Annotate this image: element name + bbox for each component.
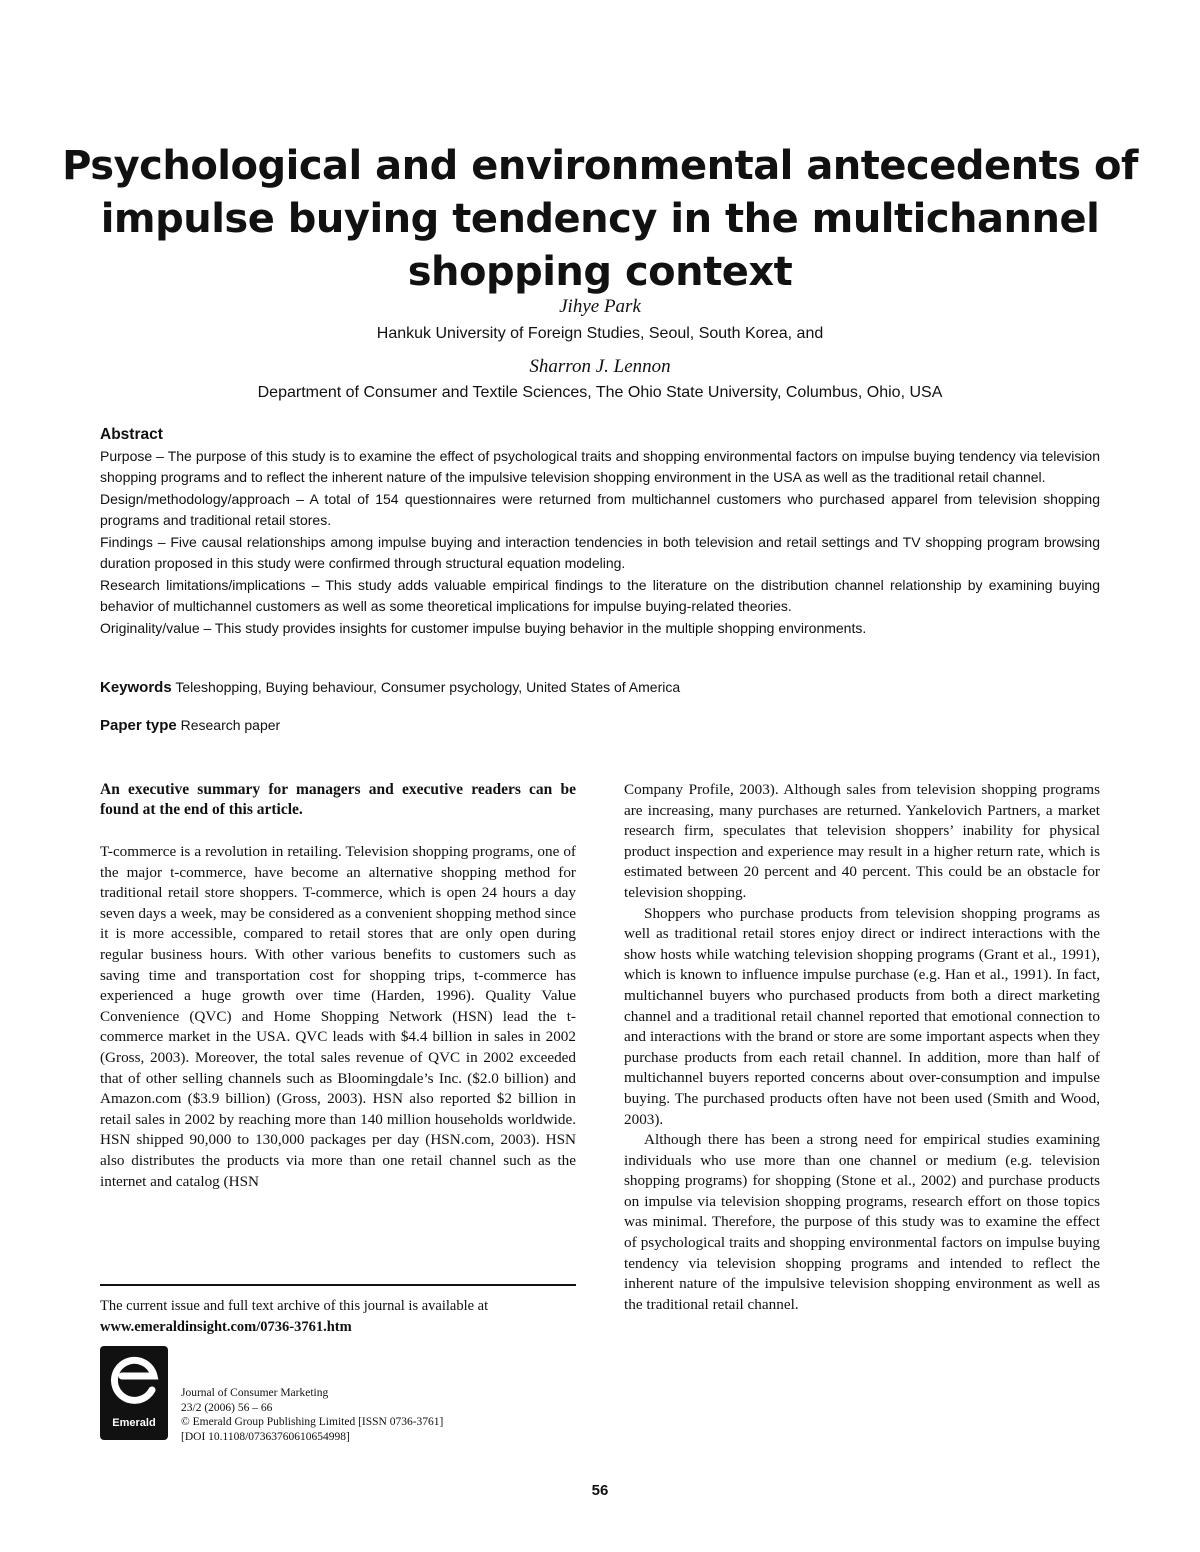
paper-type-label: Paper type — [100, 717, 177, 734]
abstract-originality — [100, 618, 1100, 640]
page-number: 56 — [591, 1482, 609, 1499]
journal-volume: 23/2 (2006) 56 – 66 — [181, 1401, 273, 1414]
emerald-logo — [100, 1346, 168, 1440]
abstract-findings — [100, 532, 1100, 575]
abstract — [100, 424, 1100, 639]
emerald-logo-text: Emerald — [112, 1417, 156, 1429]
keywords — [100, 679, 680, 696]
abstract-text: – The purpose of this study is to examine the effect of psychological traits and shopping environmental factors on impulse buying tendency via television shopping programs and to reflect the inherent nature of the impulsive television shopping environment in the USA as well as the traditional retail channel. — [100, 447, 1100, 485]
archive-note — [100, 1296, 576, 1338]
abstract-heading: Abstract — [100, 426, 163, 443]
author-affiliation-2: Department of Consumer and Textile Sciences, The Ohio State University, Columbus, Ohio, USA — [257, 384, 943, 401]
emerald-logo-icon — [100, 1346, 168, 1416]
archive-link[interactable]: www.emeraldinsight.com/0736-3761.htm — [100, 1319, 352, 1335]
body-right-column — [624, 780, 1100, 1315]
author-name-1: Jihye Park — [559, 296, 641, 317]
journal-name: Journal of Consumer Marketing — [181, 1387, 329, 1399]
abstract-purpose — [100, 446, 1100, 489]
body-paragraph: T-commerce is a revolution in retailing. Television shopping programs, one of the major t-commerce, have become an alternative shopping method for traditional retail store shoppers. T-commerce, which is open 24 hours a day seven days a week, may be considered as a convenient shopping method since it is more accessible, compared to retail stores that are only open during regular business hours. With other various benefits to customers such as saving time and transportation cost for shopping trips, t-commerce has experienced a huge growth over time (Harden, 1996). Quality Value Convenience (QVC) and Home Shopping Network (HSN) lead the t-commerce market in the USA. QVC leads with $4.4 billion in sales in 2002 (Gross, 2003). Moreover, the total sales revenue of QVC in 2002 exceeded that of other selling channels such as Bloomingdale’s Inc. ($2.0 billion) and Amazon.com ($3.9 billion) (Gross, 2003). HSN also reported $2 billion in retail sales in 2002 by reaching more than 140 million households worldwide. HSN shipped 90,000 to 130,000 packages per day (HSN.com, 2003). HSN also distributes the products via more than one retail channel such as the internet and catalog (HSN — [100, 843, 576, 1190]
abstract-label: Purpose — [100, 447, 153, 464]
abstract-label: Findings — [100, 533, 153, 550]
archive-text: The current issue and full text archive of this journal is available at — [100, 1298, 489, 1314]
paper-title: Psychological and environmental antecedents of impulse buying tendency in the multichannel shopping context — [62, 143, 1138, 295]
journal-copyright: © Emerald Group Publishing Limited [ISSN 0736-3761] — [181, 1416, 444, 1428]
body-left-column — [100, 780, 576, 1192]
abstract-limitations — [100, 575, 1100, 618]
abstract-text: – Five causal relationships among impulse buying and interaction tendencies in both television and retail settings and TV shopping program browsing duration proposed in this study were confirmed through structural equation modeling. — [100, 533, 1100, 571]
paper-type — [100, 717, 280, 734]
journal-doi: [DOI 10.1108/07363760610654998] — [181, 1430, 350, 1443]
abstract-label: Originality/value — [100, 619, 200, 636]
executive-summary-note: An executive summary for managers and executive readers can be found at the end of this article. — [100, 781, 576, 818]
keywords-text: Teleshopping, Buying behaviour, Consumer psychology, United States of America — [175, 679, 681, 695]
author-name-2: Sharron J. Lennon — [529, 356, 671, 377]
body-paragraph: Although there has been a strong need for empirical studies examining individuals who use more than one channel or medium (e.g. television shopping programs) for shopping (Stone et al., 2002) and purchase products on impulse via television shopping programs, research effort on those topics was minimal. Therefore, the purpose of this study was to examine the effect of psychological traits and shopping environmental factors on impulse buying tendency via television shopping programs and intended to reflect the inherent nature of the impulsive television shopping environment as well as the traditional retail channel. — [624, 1131, 1100, 1313]
body-paragraph: Shoppers who purchase products from television shopping programs as well as traditional retail stores enjoy direct or indirect interactions with the show hosts while watching television shopping programs (Grant et al., 1991), which is known to influence impulse purchase (e.g. Han et al., 1991). In fact, multichannel buyers who purchased products from both a direct marketing channel and a traditional retail channel reported that emotional connection to and interactions with the brand or store are some important aspects when they purchase products from each retail channel. In addition, more than half of multichannel buyers reported concerns about over-consumption and impulse buying. The purchased products often have not been used (Smith and Wood, 2003). — [624, 904, 1100, 1128]
abstract-text: – This study provides insights for customer impulse buying behavior in the multiple shopping environments. — [199, 619, 867, 636]
author-affiliation-1: Hankuk University of Foreign Studies, Seoul, South Korea, and — [376, 325, 824, 342]
abstract-label: Design/methodology/approach — [100, 490, 290, 507]
abstract-label: Research limitations/implications — [100, 576, 306, 593]
body-paragraph: Company Profile, 2003). Although sales from television shopping programs are increasing, many purchases are returned. Yankelovich Partners, a market research firm, speculates that television shoppers’ inability for physical product inspection and experience may result in a higher return rate, which is estimated between 20 percent and 40 percent. This could be an obstacle for television shopping. — [624, 781, 1100, 901]
abstract-text: – This study adds valuable empirical findings to the literature on the distribution channel relationship by examining buying behavior of multichannel customers as well as some theoretical implications for impulse buying-related theories. — [100, 576, 1101, 614]
keywords-label: Keywords — [100, 679, 172, 696]
journal-info — [181, 1386, 581, 1444]
footer-divider — [100, 1284, 576, 1286]
abstract-text: – A total of 154 questionnaires were returned from multichannel customers who purchased apparel from television shopping programs and traditional retail stores. — [100, 490, 1100, 528]
paper-type-text: Research paper — [180, 717, 281, 733]
abstract-design — [100, 489, 1100, 532]
